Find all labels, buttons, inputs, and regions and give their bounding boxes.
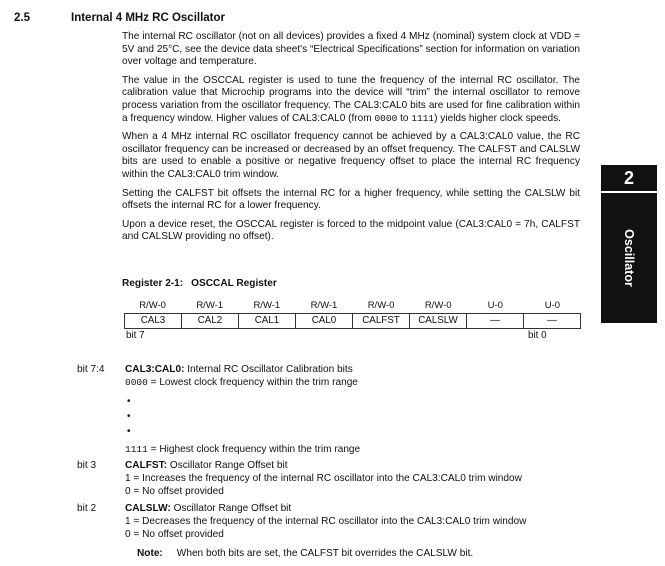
paragraph-offset: When a 4 MHz internal RC oscillator frequency cannot be achieved by a CAL3:CAL0 value, the RC oscillator frequency can be increased or decreased by an offset frequency. The CALFST and CALSLW bits are used to enable a positive or negative frequency offset to place the internal RC frequency within the CAL3:CAL0 trim window. bbox=[122, 131, 580, 180]
note-label: Note: bbox=[137, 548, 163, 559]
chapter-tab-number: 2 bbox=[601, 165, 657, 191]
paragraph-osccal-text: The value in the OSCCAL register is used to tune the frequency of the internal RC oscillator. The calibration value that Microchip programs into the device will “trim” the internal oscillator to remove process variation from the oscillator frequency. The CAL3:CAL0 bits are used for fine calibration within a frequency window. Higher values of CAL3:CAL0 (from bbox=[122, 74, 580, 124]
bit-cell-5: CAL1 bbox=[239, 314, 296, 328]
section-number: 2.5 bbox=[14, 12, 30, 24]
bit74-low bbox=[125, 377, 585, 390]
bit74-label: bit 7:4 bbox=[77, 364, 105, 375]
bit74-high-text: = Highest clock frequency within the trim range bbox=[147, 444, 361, 455]
bullet: • bbox=[127, 396, 131, 407]
bit3-value-0: 0 = No offset provided bbox=[125, 485, 224, 497]
paragraph-calfst: Setting the CALFST bit offsets the internal RC for a higher frequency, while setting the CALSLW bit offsets the internal RC for a lower frequency. bbox=[122, 187, 580, 212]
bit3-title: Oscillator Range Offset bit bbox=[167, 460, 288, 471]
bit-high-label: bit 7 bbox=[126, 330, 145, 341]
paragraph-osccal-end: ) yields higher clock speeds. bbox=[434, 112, 561, 124]
bit74-heading bbox=[125, 364, 585, 377]
bit74-low-code: 0000 bbox=[125, 376, 148, 388]
bit3-heading bbox=[125, 460, 585, 473]
bit74-low-text: = Lowest clock frequency within the trim range bbox=[147, 376, 358, 388]
bit3-description bbox=[125, 460, 585, 498]
code-0000: 0000 bbox=[374, 112, 398, 124]
paragraph-intro: The internal RC oscillator (not on all devices) provides a fixed 4 MHz (nominal) system clock at VDD = 5V and 25°C, see the device data sheet's “Electrical Specifications” section for information on variation over voltage and temperature. bbox=[122, 31, 580, 68]
access-bit4: R/W-1 bbox=[310, 300, 338, 311]
bit-cell-0: — bbox=[547, 315, 557, 326]
bit74-high bbox=[125, 444, 585, 457]
register-caption-name: OSCCAL Register bbox=[191, 278, 277, 289]
access-bit6: R/W-1 bbox=[196, 300, 224, 311]
section-title: Internal 4 MHz RC Oscillator bbox=[71, 12, 226, 24]
register-caption-number: Register 2-1: bbox=[122, 278, 184, 289]
bit3-value-1: 1 = Increases the frequency of the internal RC oscillator into the CAL3:CAL0 trim window bbox=[125, 472, 522, 484]
access-bit0: U-0 bbox=[544, 300, 561, 311]
bit74-title: Internal RC Oscillator Calibration bits bbox=[184, 364, 353, 375]
bit2-label: bit 2 bbox=[77, 503, 97, 514]
bullet: • bbox=[127, 426, 131, 437]
register-table bbox=[124, 300, 581, 343]
chapter-tab-label: Oscillator bbox=[622, 229, 636, 287]
ellipsis-bullets bbox=[127, 394, 131, 439]
bit2-value-0: 0 = No offset provided bbox=[125, 528, 224, 540]
bullet: • bbox=[127, 411, 131, 422]
access-bit7: R/W-0 bbox=[139, 300, 166, 311]
bit74-description bbox=[125, 364, 585, 390]
register-bit-range bbox=[124, 329, 581, 343]
bit-cell-1: — bbox=[467, 314, 524, 328]
bit-cell-7: CAL3 bbox=[125, 314, 182, 328]
note bbox=[137, 548, 473, 559]
bit3-name: CALFST: bbox=[125, 460, 168, 471]
bit-cell-2: CALSLW bbox=[410, 314, 467, 328]
note-text: When both bits are set, the CALFST bit overrides the CALSLW bit. bbox=[176, 548, 474, 559]
bit-cell-3: CALFST bbox=[353, 314, 410, 328]
bit-low-label: bit 0 bbox=[528, 330, 547, 341]
register-caption bbox=[122, 278, 277, 289]
access-bit1: U-0 bbox=[487, 300, 503, 311]
bit-cell-4: CAL0 bbox=[296, 314, 353, 328]
access-bit2: R/W-0 bbox=[424, 300, 452, 311]
bit2-heading bbox=[125, 503, 585, 516]
bit74-high-code: 1111 bbox=[125, 444, 148, 455]
bit3-label: bit 3 bbox=[77, 460, 97, 471]
paragraph-reset: Upon a device reset, the OSCCAL register is forced to the midpoint value (CAL3:CAL0 = 7h, CALFST and CALSLW providing no offset). bbox=[122, 218, 580, 243]
access-bit3: R/W-0 bbox=[367, 300, 395, 311]
body-paragraphs bbox=[122, 31, 580, 250]
register-bit-names-row bbox=[124, 313, 581, 329]
bit2-title: Oscillator Range Offset bit bbox=[170, 503, 292, 514]
paragraph-osccal bbox=[122, 75, 580, 125]
bit2-value-1: 1 = Decreases the frequency of the internal RC oscillator into the CAL3:CAL0 trim window bbox=[125, 515, 527, 527]
bit-cell-6: CAL2 bbox=[182, 314, 239, 328]
bit2-name: CALSLW: bbox=[125, 503, 171, 514]
access-bit5: R/W-1 bbox=[253, 300, 281, 311]
code-1111: 1111 bbox=[411, 112, 435, 124]
bit2-description bbox=[125, 503, 585, 541]
paragraph-osccal-to: to bbox=[397, 112, 412, 124]
register-access-row bbox=[124, 300, 581, 313]
bit74-name: CAL3:CAL0: bbox=[125, 364, 185, 375]
